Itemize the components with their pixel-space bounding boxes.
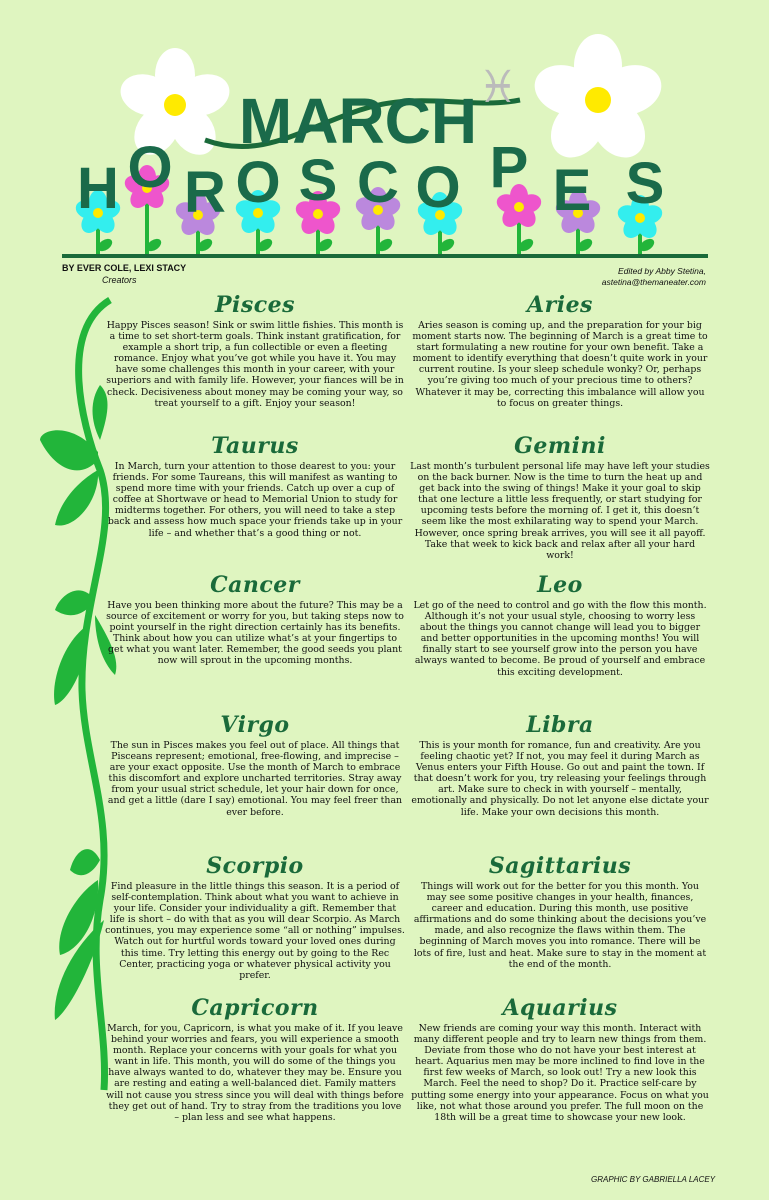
editor-credit [446,266,706,288]
title-letter: S [298,148,338,213]
sign-text: Happy Pisces season! Sink or swim little fishies. This month is a time to set short-term goals. Think instant gratification, for example a short trip, a fun collectible or even a fleeting romance. Enjoy what you’ve got while you have it. You may have some challenges this month in your career, with your superiors and with family life. However, your fiances will be in check. Decisiveness about money may be coming your way, so treat yourself to a gift. Enjoy your season! [106,320,404,409]
title-letter: P [489,135,529,200]
sign-text: Last month’s turbulent personal life may have left your studies on the back burner. Now is the time to turn the heat up and get back into the swing of things! Make it your goal to skip that one lecture a little less frequently, or start studying for upcoming tests before the morning of. I get it, this doesn’t seem like the most exhilarating way to spend your March. However, once spring break arrives, you will see it all payoff. Take that week to kick back and relax after all your hard work! [410,461,710,561]
sign-taurus [105,433,405,539]
sign-text: Things will work out for the better for you this month. You may see some positive changes in your health, finances, career and education. During this month, use positive affirmations and do some thinking about the decisions you’ve made, and also recognize the flaws within them. The beginning of March moves you into romance. There will be lots of fire, lust and heat. Make sure to stay in the moment at the end of the month. [413,881,707,970]
graphic-credit: GRAPHIC BY GABRIELLA LACEY [591,1175,716,1184]
sign-gemini [410,433,710,561]
sign-cancer [105,572,405,667]
sign-heading: Sagittarius [488,853,632,879]
sign-heading: Scorpio [206,853,304,879]
sign-heading: Taurus [211,433,299,459]
edited-by: Edited by Abby Stetina, [617,266,706,276]
sign-heading: Cancer [210,572,300,598]
title-letter: R [184,160,226,225]
title-letter: O [235,150,281,215]
byline-role: Creators [102,275,137,285]
sign-heading: Pisces [214,292,296,318]
pisces-glyph-icon: ♓ [478,62,518,113]
sign-aries [410,292,710,409]
sign-leo [410,572,710,678]
sign-text: In March, turn your attention to those dearest to you: your friends. For some Taureans, this will manifest as wanting to spend more time with your friends. Catch up over a cup of coffee at Shortwave or head to Memorial Union to study for midterms together. For others, you will need to take a step back and assess how much space your friends take up in your life – and whether that’s a good thing or not. [107,461,403,539]
title-letter: S [625,151,665,216]
title-letter: E [552,158,592,223]
sign-heading: Aries [527,292,593,318]
sign-capricorn [105,995,405,1123]
sign-text: Have you been thinking more about the future? This may be a source of excitement or worry for you, but taking steps now to point yourself in the right direction certainly has its benefits. Think about how you can utilize what’s at your fingertips to get what you want later. Remember, the good seeds you plant now will sprout in the upcoming months. [106,600,404,667]
sign-text: Find pleasure in the little things this season. It is a period of self-contemplation. Think about what you want to achieve in your life. Consider your individuality a gift. Remember that life is short – do with that as you will dear Scorpio. As March continues, you may experience some “all or nothing” impulses. Watch out for hurtful words toward your loved ones during this time. Try letting this energy out by going to the Rec Center, practicing yoga or whatever physical activity you prefer. [105,881,405,981]
sign-sagittarius [410,853,710,970]
sign-text: The sun in Pisces makes you feel out of place. All things that Pisceans represent; emotional, free-flowing, and imprecise – are your exact opposite. Use the month of March to embrace this discomfort and explore uncharted territories. Stray away from your usual strict schedule, let your hair down for once, and get a little (dare I say) emotional. You may feel freer than ever before. [107,740,403,818]
title-letter: O [127,135,173,200]
sign-text: Let go of the need to control and go with the flow this month. Although it’s not your usual style, choosing to worry less about the things you cannot change will lead you to bigger and better opportunities in the upcoming months! You will finally start to see yourself grow into the person you have always wanted to become. Be proud of yourself and embrace this exciting development. [413,600,707,678]
sign-heading: Gemini [514,433,606,459]
sign-heading: Virgo [220,712,290,738]
sign-libra [410,712,710,818]
sign-virgo [105,712,405,818]
title-march: MARCH [238,85,478,157]
sign-text: New friends are coming your way this month. Interact with many different people and try to learn new things from them. Deviate from those who do not have your best interest at heart. Aquarius men may be more inclined to find love in the first few weeks of March, so look out! Try a new look this March. Feel the need to shop? Do it. Practice self-care by putting some energy into your appearance. Focus on what you like, not what those around you prefer. The full moon on the 18th will be a great time to showcase your new look. [411,1023,709,1123]
sign-text: This is your month for romance, fun and creativity. Are you feeling chaotic yet? If not, you may feel it during March as Venus enters your Fifth House. Go out and paint the town. If that doesn’t work for you, try releasing your feelings through art. Make sure to check in with yourself – mentally, emotionally and physically. Do not let anyone else dictate your life. Make your own decisions this month. [411,740,709,818]
title-letter: O [415,155,461,220]
sign-heading: Capricorn [191,995,319,1021]
title-letter: C [357,150,399,215]
sign-heading: Leo [537,572,583,598]
sign-pisces [105,292,405,409]
editor-email: astetina@themaneater.com [601,277,706,287]
title-letter: H [77,156,119,221]
byline-authors: BY EVER COLE, LEXI STACY [62,263,187,273]
ground-line [62,254,708,258]
sign-scorpio [105,853,405,981]
sign-heading: Aquarius [502,995,618,1021]
sign-text: March, for you, Capricorn, is what you make of it. If you leave behind your worries and fears, you will experience a smooth month. Replace your concerns with your goals for what you want in life. This month, you will do some of the things you have always wanted to do, whatever they may be. Ensure you are resting and eating a well-balanced diet. Family matters will not cause you stress since you will deal with things before they get out of hand. Try to stray from the traditions you love – plan less and see what happens. [106,1023,404,1123]
sign-aquarius [410,995,710,1123]
sign-heading: Libra [526,712,594,738]
sign-text: Aries season is coming up, and the preparation for your big moment starts now. The beginning of March is a great time to start formulating a new routine for your own benefit. Take a moment to identify everything that doesn’t quite work in your current routine. Is your sleep schedule wonky? Or, perhaps you’re giving too much of your precious time to others? Whatever it may be, correcting this imbalance will allow you to focus on greater things. [412,320,708,409]
